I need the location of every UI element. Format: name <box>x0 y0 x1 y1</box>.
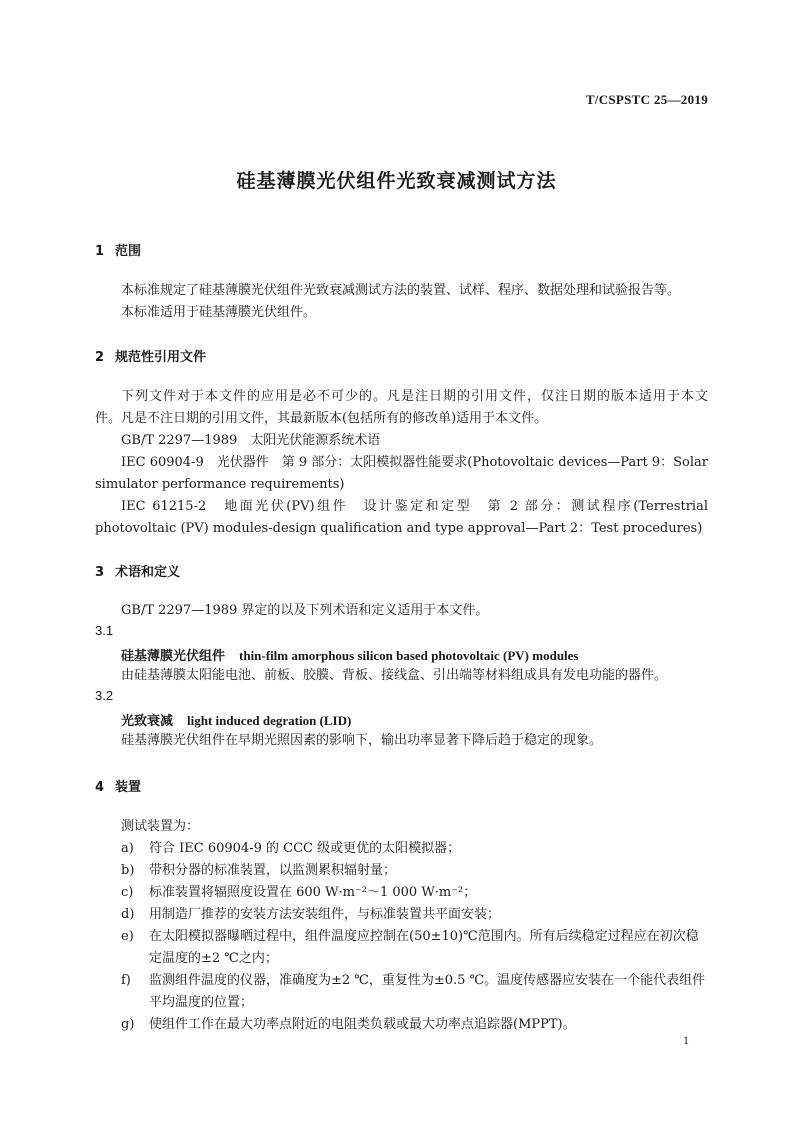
normative-paragraph-line-1: 下列文件对于本文件的应用是必不可少的。凡是注日期的引用文件，仅注日期的版本适用于本文 <box>121 389 708 404</box>
list-label: f) <box>121 973 131 988</box>
list-item-g <box>121 1014 708 1036</box>
term-english: thin-film amorphous silicon based photovoltaic (PV) modules <box>239 648 579 663</box>
list-label: g) <box>121 1017 135 1032</box>
term-3-1-number: 3.1 <box>95 623 114 638</box>
section-title: 范围 <box>115 244 142 259</box>
document-title: 硅基薄膜光伏组件光致衰减测试方法 <box>236 170 557 192</box>
reference-iec-61215-2-line-2: photovoltaic (PV) modules-design qualification and type approval—Part 2：Test procedures) <box>95 521 703 536</box>
scope-paragraph-2: 本标准适用于硅基薄膜光伏组件。 <box>121 305 317 320</box>
term-3-2-number: 3.2 <box>95 688 114 703</box>
term-chinese: 硅基薄膜光伏组件 <box>121 649 226 664</box>
scope-paragraph-1: 本标准规定了硅基薄膜光伏组件光致衰减测试方法的装置、试样、程序、数据处理和试验报告等。 <box>121 283 681 298</box>
section-2-heading <box>95 346 206 365</box>
section-3-heading <box>95 561 180 580</box>
term-3-2-definition: 硅基薄膜光伏组件在早期光照因素的影响下，输出功率显著下降后趋于稳定的现象。 <box>121 733 603 748</box>
list-item-b <box>121 860 708 882</box>
list-item-d <box>121 904 708 926</box>
section-number: 1 <box>95 244 105 259</box>
section-number: 3 <box>95 565 105 580</box>
reference-iec-60904-9-line-1: IEC 60904-9 光伏器件 第 9 部分：太阳模拟器性能要求(Photovoltaic devices—Part 9：Solar <box>121 455 708 470</box>
apparatus-intro: 测试装置为： <box>121 819 200 834</box>
term-3-1 <box>121 645 579 664</box>
terms-intro: GB/T 2297—1989 界定的以及下列术语和定义适用于本文件。 <box>121 603 489 618</box>
normative-paragraph-line-2: 件。凡是不注日期的引用文件，其最新版本(包括所有的修改单)适用于本文件。 <box>95 411 548 426</box>
reference-iec-60904-9-line-2: simulator performance requirements) <box>95 477 345 492</box>
list-item-f <box>121 970 708 1014</box>
list-item-e <box>121 926 708 970</box>
term-3-2 <box>121 710 351 729</box>
list-text: 用制造厂推荐的安装方法安装组件，与标准装置共平面安装； <box>149 907 501 922</box>
term-chinese: 光致衰减 <box>121 714 174 729</box>
list-label: e) <box>121 929 134 944</box>
list-label: a) <box>121 841 134 856</box>
reference-iec-61215-2-line-1: IEC 61215-2 地面光伏(PV)组件 设计鉴定和定型 第 2 部分：测试程序(Terrestrial <box>121 499 708 514</box>
list-text: 使组件工作在最大功率点附近的电阻类负载或最大功率点追踪器(MPPT)。 <box>149 1017 576 1032</box>
section-1-heading <box>95 240 141 259</box>
list-item-a <box>121 838 708 860</box>
list-text: 监测组件温度的仪器，准确度为±2 ℃，重复性为±0.5 ℃。温度传感器应安装在一个能代表组件平均温度的位置； <box>149 973 706 1010</box>
page-number: 1 <box>683 1033 689 1047</box>
list-label: d) <box>121 907 135 922</box>
section-title: 规范性引用文件 <box>115 350 207 365</box>
reference-gb-t-2297: GB/T 2297—1989 太阳光伏能源系统术语 <box>121 433 381 448</box>
section-4-heading <box>95 776 141 795</box>
list-label: c) <box>121 885 134 900</box>
section-number: 2 <box>95 350 105 365</box>
section-number: 4 <box>95 780 105 795</box>
section-title: 装置 <box>115 780 142 795</box>
section-title: 术语和定义 <box>115 565 181 580</box>
list-item-c <box>121 882 708 904</box>
term-3-1-definition: 由硅基薄膜太阳能电池、前板、胶膜、背板、接线盒、引出端等材料组成具有发电功能的器件。 <box>121 668 668 683</box>
list-label: b) <box>121 863 135 878</box>
list-text: 标准装置将辐照度设置在 600 W·m⁻²～1 000 W·m⁻²； <box>149 885 477 900</box>
list-text: 在太阳模拟器曝晒过程中，组件温度应控制在(50±10)℃范围内。所有后续稳定过程应在初次稳定温度的±2 ℃之内； <box>149 929 699 966</box>
list-text: 符合 IEC 60904-9 的 CCC 级或更优的太阳模拟器； <box>149 841 461 856</box>
term-english: light induced degration (LID) <box>187 713 352 728</box>
standard-number: T/CSPSTC 25—2019 <box>585 92 708 107</box>
list-text: 带积分器的标准装置，以监测累积辐射量； <box>149 863 397 878</box>
